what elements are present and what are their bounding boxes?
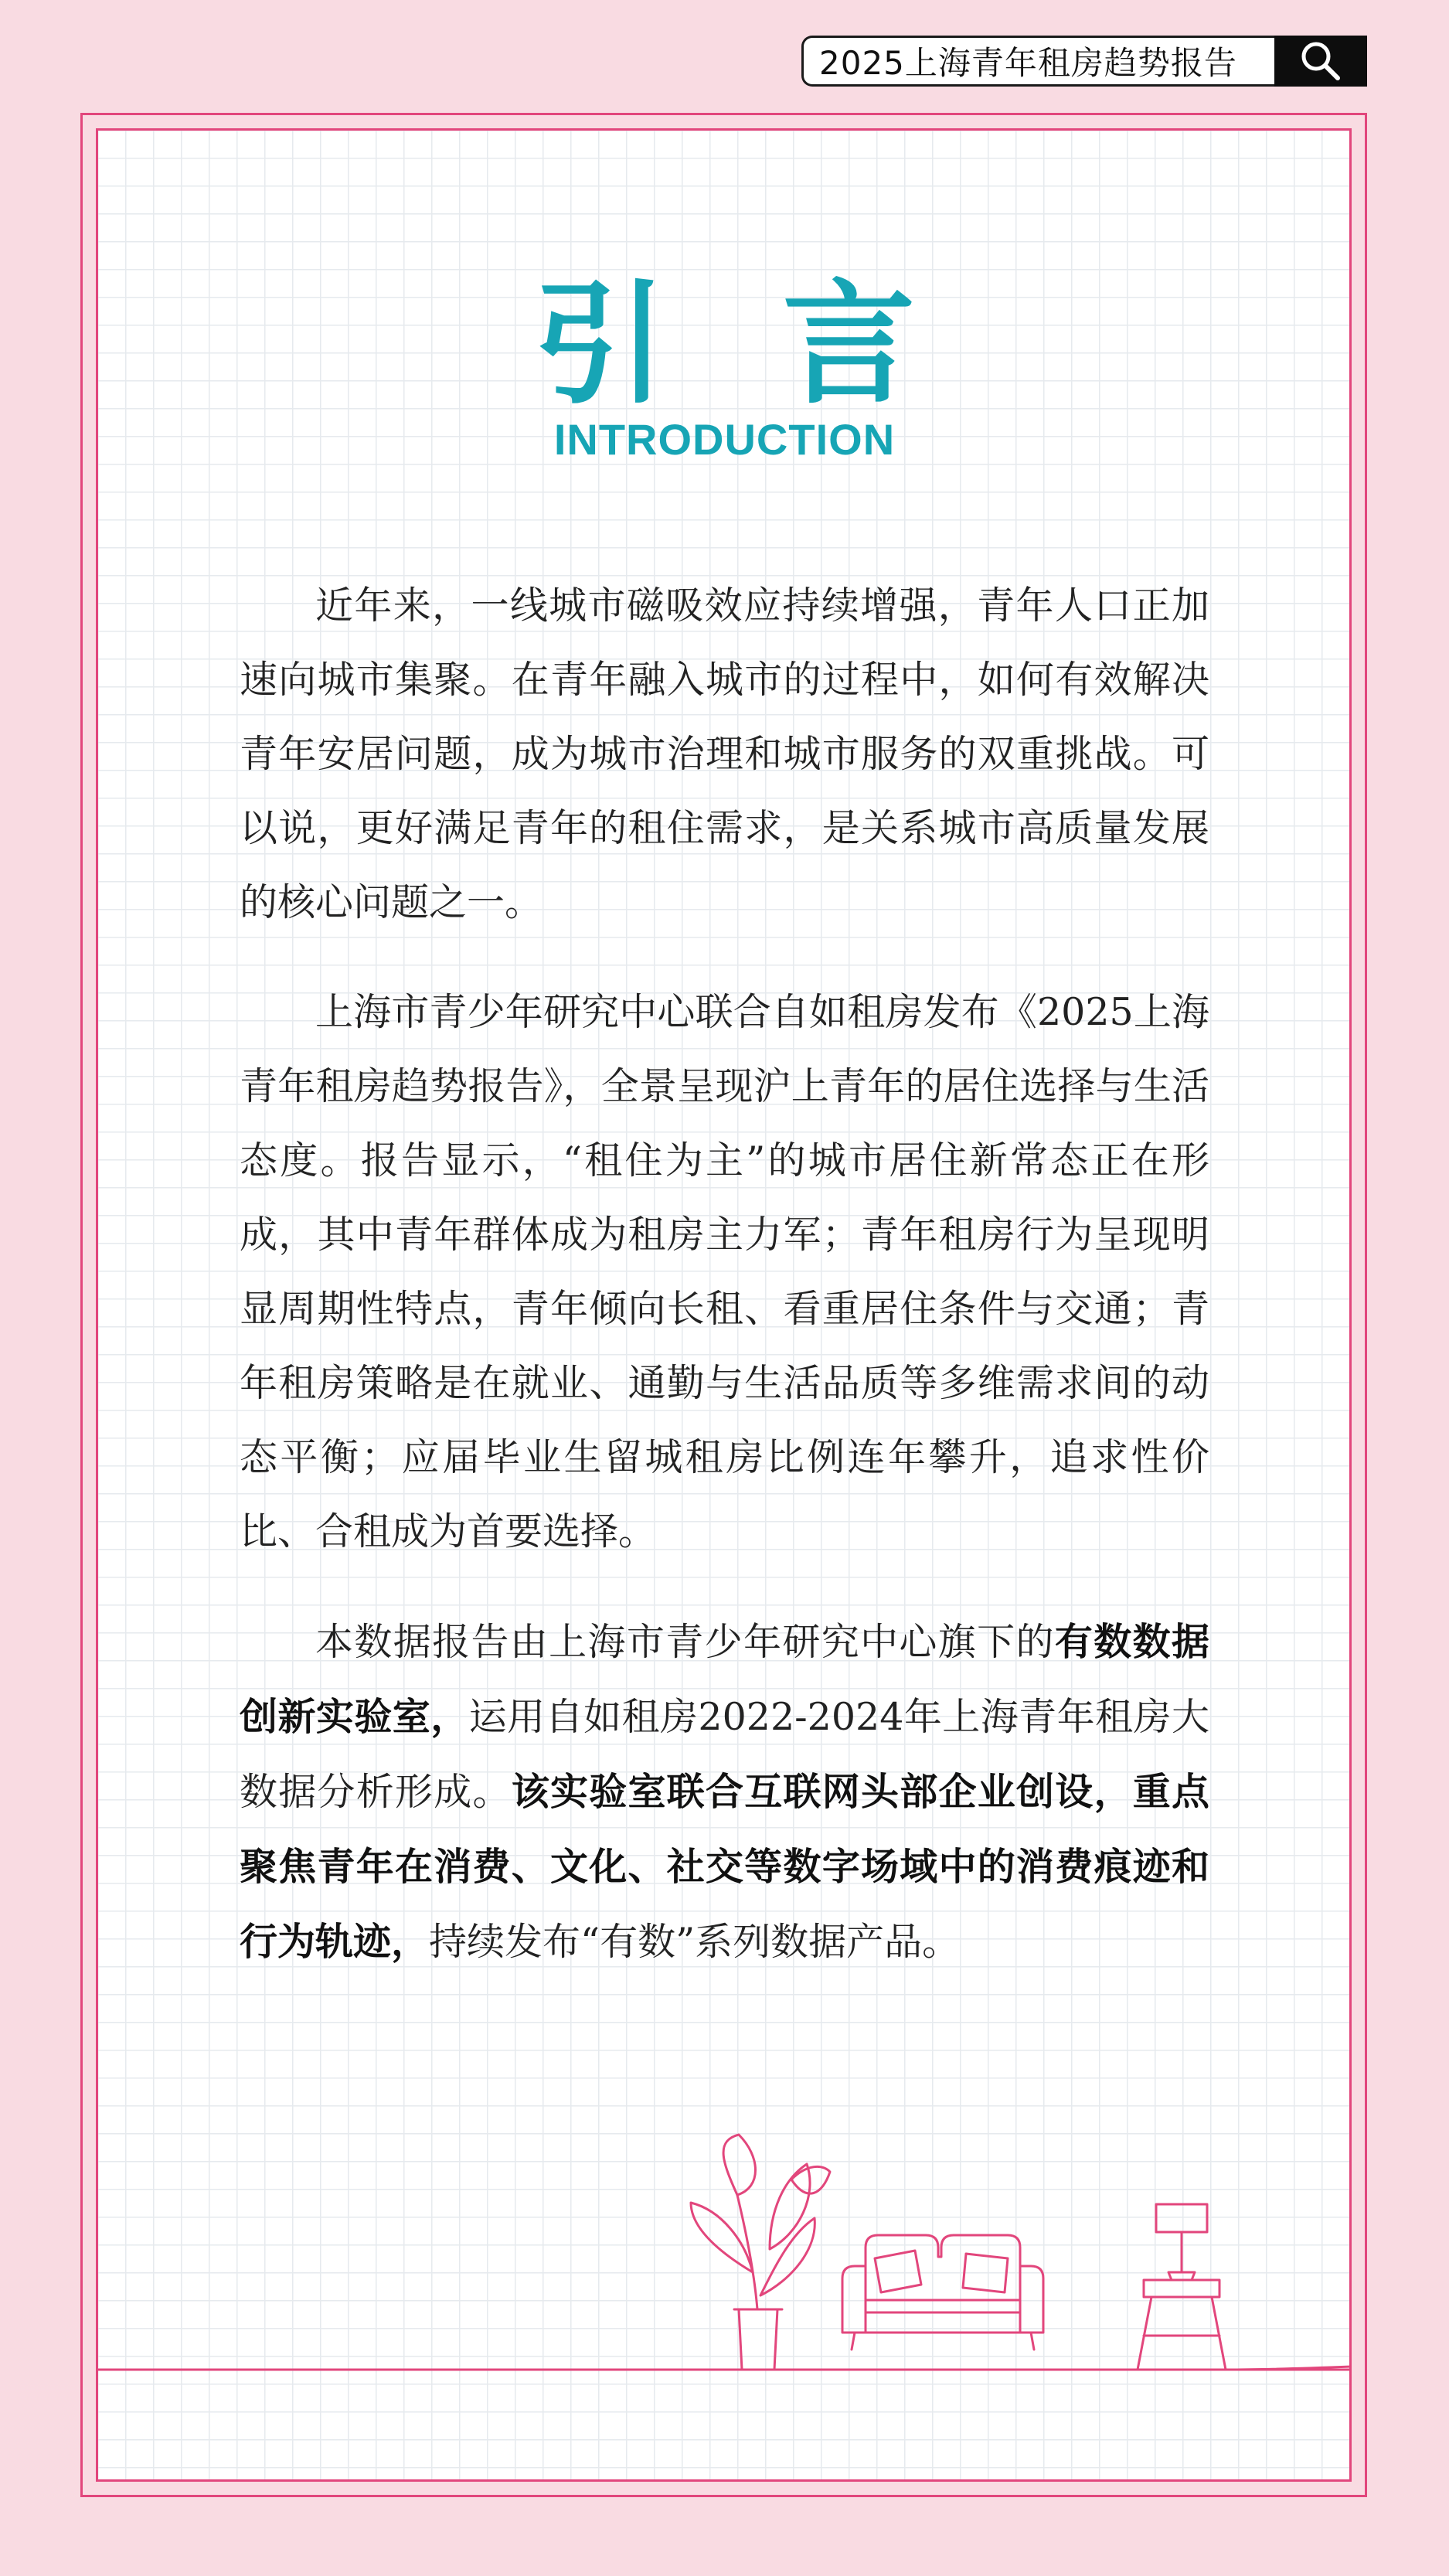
page-subtitle: INTRODUCTION	[553, 415, 896, 464]
page-title: 引言	[533, 267, 1032, 422]
paragraph-2: 上海市青少年研究中心联合自如租房发布《2025上海青年租房趋势报告》，全景呈现沪上青年的居住选择与生活态度。报告显示，“租住为主”的城市居住新常态正在形成，其中青年群体成为租房主力军；青年租房行为呈现明显周期性特点，青年倾向长租、看重居住条件与交通；青年租房策略是在就业、通勤与生活品质等多维需求间的动态平衡；应届毕业生留城租房比例连年攀升，追求性价比、合租成为首要选择。	[240, 990, 1209, 1553]
plant-icon	[691, 2135, 830, 2370]
lab-description-bold: 该实验室联合互联网头部企业创设，重点聚焦青年在消费、文化、社交等数字场域中的消费痕迹和行为轨迹，	[240, 1769, 1209, 1964]
paragraph-3-text: 运用自如租房2022-2024年上海青年租房大数据分析形成。	[240, 1695, 1209, 1814]
paragraph-1: 近年来，一线城市磁吸效应持续增强，青年人口正加速向城市集聚。在青年融入城市的过程中，如何有效解决青年安居问题，成为城市治理和城市服务的双重挑战。可以说，更好满足青年的租住需求，是关系城市高质量发展的核心问题之一。	[240, 584, 1209, 924]
paragraph-3	[240, 1604, 1209, 1979]
lab-name-bold: 有数数据创新实验室，	[240, 1619, 1209, 1739]
paragraph-3-text: 持续发布“有数”系列数据产品。	[429, 1920, 961, 1964]
furniture-illustration	[96, 2118, 1352, 2396]
header-search-box[interactable]	[801, 36, 1367, 87]
intro-content	[240, 569, 1209, 2015]
paragraph-3-text: 本数据报告由上海市青少年研究中心旗下的	[315, 1620, 1055, 1664]
search-icon	[1298, 38, 1344, 84]
sofa-icon	[842, 2235, 1043, 2350]
search-button[interactable]	[1274, 36, 1367, 87]
side-table-icon	[1138, 2280, 1352, 2370]
header-title: 2025上海青年租房趋势报告	[801, 36, 1274, 87]
lamp-icon	[1156, 2204, 1207, 2280]
